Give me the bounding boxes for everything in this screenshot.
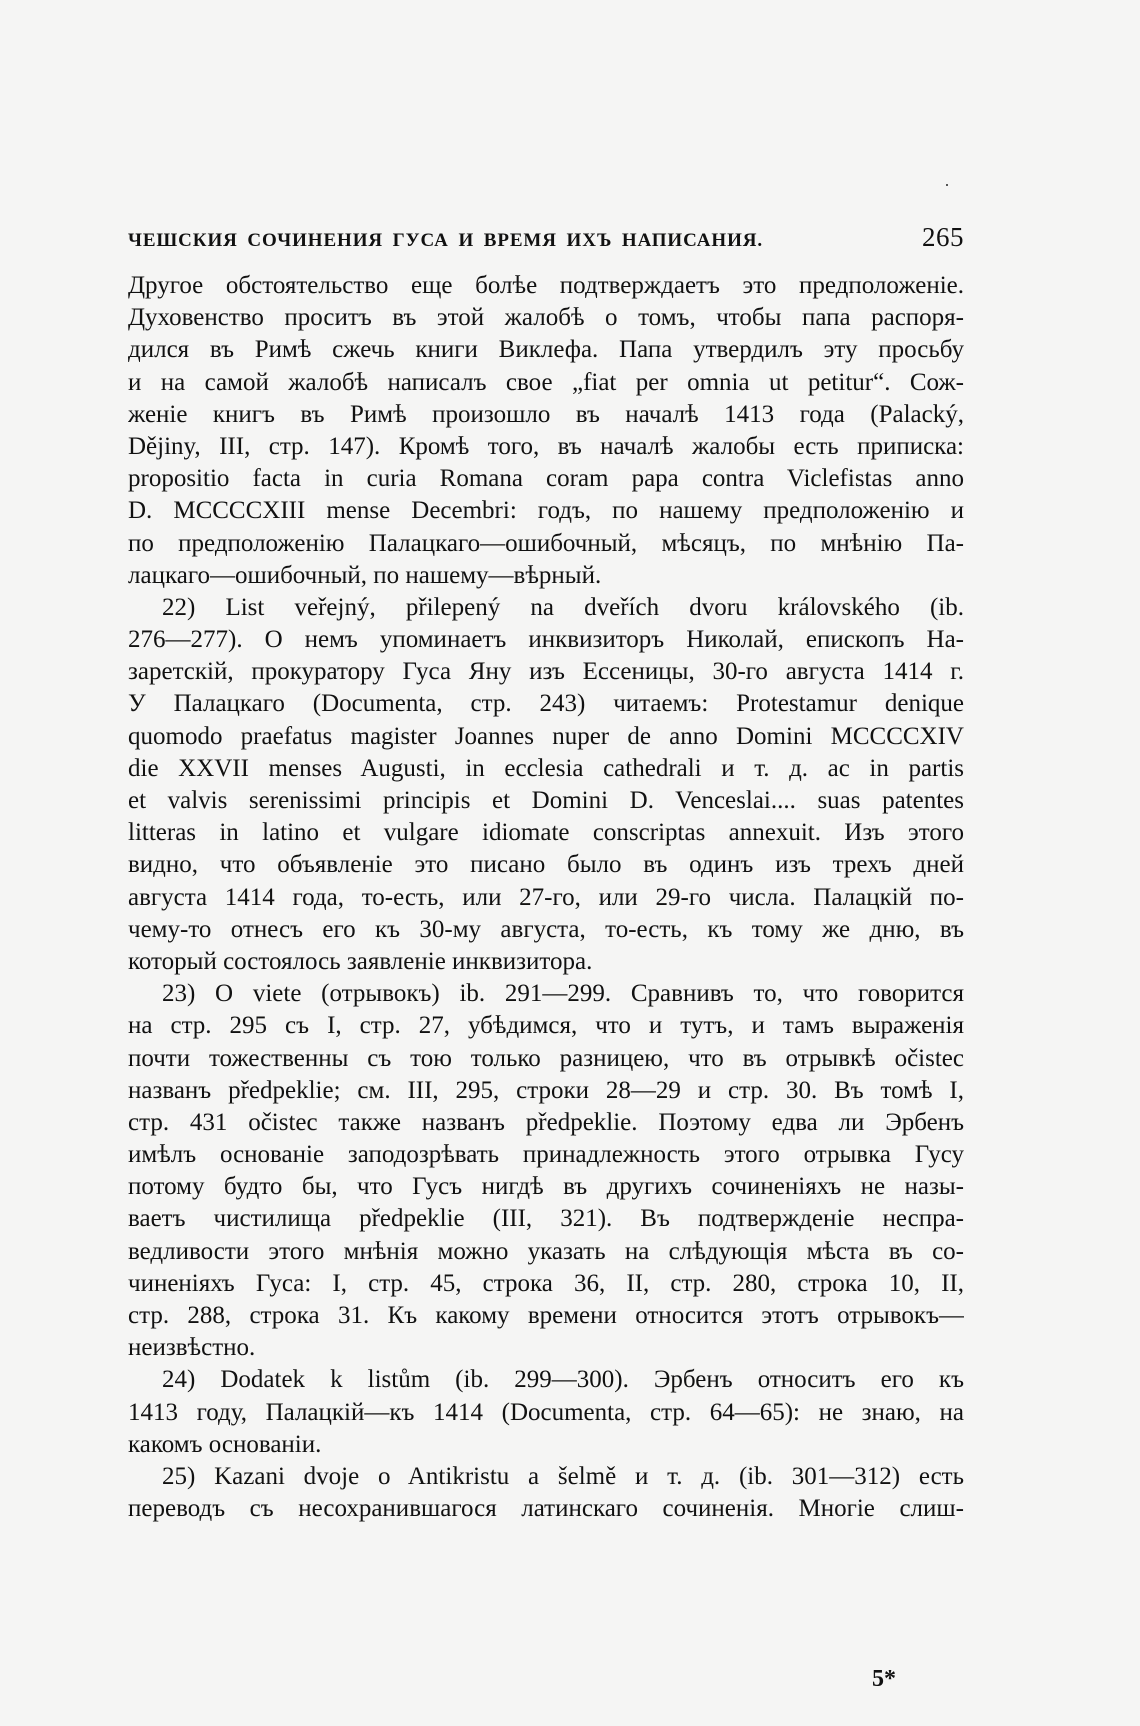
page-number: 265 <box>922 222 964 252</box>
text-line: 276—277). О немъ упоминаетъ инквизиторъ Николай, епископъ На- <box>128 626 964 654</box>
text-line: стр. 431 očistec также названъ předpeklie. Поэтому едва ли Эрбенъ <box>128 1108 964 1136</box>
text-line: почти тожественны съ тою только разницею, что въ отрывкѣ očistec <box>128 1044 964 1072</box>
text-line: die XXVII menses Augusti, in ecclesia cathedrali и т. д. ac in partis <box>128 754 964 782</box>
body-text <box>128 270 964 1525</box>
page-header <box>128 222 964 262</box>
text-line: потому будто бы, что Гусъ нигдѣ въ другихъ сочиненіяхъ не назы- <box>128 1173 964 1201</box>
text-line: названъ předpeklie; см. III, 295, строки 28—29 и стр. 30. Въ томѣ I, <box>128 1076 964 1104</box>
text-line: дился въ Римѣ сжечь книги Виклефа. Папа утвердилъ эту просьбу <box>128 336 964 364</box>
text-line: и на самой жалобѣ написалъ свое „fiat per omnia ut petitur“. Сож- <box>128 368 964 396</box>
text-line: неизвѣстно. <box>128 1334 256 1362</box>
text-line: по предположенію Палацкаго—ошибочный, мѣсяцъ, по мнѣнію Па- <box>128 529 964 557</box>
signature-mark: 5* <box>872 1666 896 1692</box>
text-line: У Палацкаго (Documenta, стр. 243) читаемъ: Protestamur denique <box>128 690 964 718</box>
text-line: какомъ основаніи. <box>128 1430 322 1458</box>
text-line: quomodo praefatus magister Joannes nuper de anno Domini MCCCCXIV <box>128 722 964 750</box>
text-line: заретскій, прокуратору Гуса Яну изъ Ессеницы, 30-го августа 1414 г. <box>128 658 964 686</box>
paragraph-22-start: 22) List veřejný, přilepený na dveřích dvoru královského (ib. <box>162 593 964 621</box>
print-speck <box>946 184 948 186</box>
text-line: 1413 году, Палацкій—къ 1414 (Documenta, стр. 64—65): не знаю, на <box>128 1398 964 1426</box>
text-line: стр. 288, строка 31. Къ какому времени относится этотъ отрывокъ— <box>128 1302 964 1329</box>
paragraph-23-start: 23) O viete (отрывокъ) ib. 291—299. Сравнивъ то, что говорится <box>162 980 964 1008</box>
text-line: ваетъ чистилища předpeklie (III, 321). Въ подтвержденіе неспра- <box>128 1205 964 1233</box>
text-line: D. MCCCCXIII mense Decembri: годъ, по нашему предположенію и <box>128 497 964 525</box>
text-line: августа 1414 года, то-есть, или 27-го, или 29-го числа. Палацкій по- <box>128 883 964 911</box>
paragraph-24-start: 24) Dodatek k listům (ib. 299—300). Эрбенъ относитъ его къ <box>162 1366 964 1394</box>
running-title: ЧЕШСКИЯ СОЧИНЕНИЯ ГУСА И ВРЕМЯ ИХЪ НАПИСАНИЯ. <box>128 230 764 251</box>
text-line: женіе книгъ въ Римѣ произошло въ началѣ 1413 года (Palacký, <box>128 400 964 428</box>
text-line: на стр. 295 съ I, стр. 27, убѣдимся, что и тутъ, и тамъ выраженія <box>128 1012 964 1040</box>
text-line: litteras in latino et vulgare idiomate conscriptas annexuit. Изъ этого <box>128 819 964 847</box>
text-line: ведливости этого мнѣнія можно указать на слѣдующія мѣста въ со- <box>128 1237 964 1265</box>
text-line: Другое обстоятельство еще болѣе подтверждаетъ это предположеніе. <box>128 272 964 299</box>
text-line: чиненіяхъ Гуса: I, стр. 45, строка 36, II, стр. 280, строка 10, II, <box>128 1269 964 1297</box>
text-line: видно, что объявленіе это писано было въ одинъ изъ трехъ дней <box>128 851 964 879</box>
text-line: переводъ съ несохранившагося латинскаго сочиненія. Многіе слиш- <box>128 1495 964 1523</box>
text-line: Духовенство проситъ въ этой жалобѣ о томъ, чтобы папа распоря- <box>128 304 964 332</box>
text-line: который состоялось заявленіе инквизитора. <box>128 947 593 975</box>
text-line: et valvis serenissimi principis et Domini D. Venceslai.... suas patentes <box>128 787 964 814</box>
paragraph-25-start: 25) Kazani dvoje o Antikristu a šelmě и т. д. (ib. 301—312) есть <box>162 1462 964 1490</box>
text-line: имѣлъ основаніе заподозрѣвать принадлежность этого отрывка Гусу <box>128 1141 964 1169</box>
text-line: propositio facta in curia Romana coram papa contra Viclefistas anno <box>128 465 964 493</box>
text-line: чему-то отнесъ его къ 30-му августа, то-есть, къ тому же дню, въ <box>128 915 964 943</box>
text-line: Dějiny, III, стр. 147). Кромѣ того, въ началѣ жалобы есть приписка: <box>128 432 964 460</box>
text-line: лацкаго—ошибочный, по нашему—вѣрный. <box>128 561 602 589</box>
